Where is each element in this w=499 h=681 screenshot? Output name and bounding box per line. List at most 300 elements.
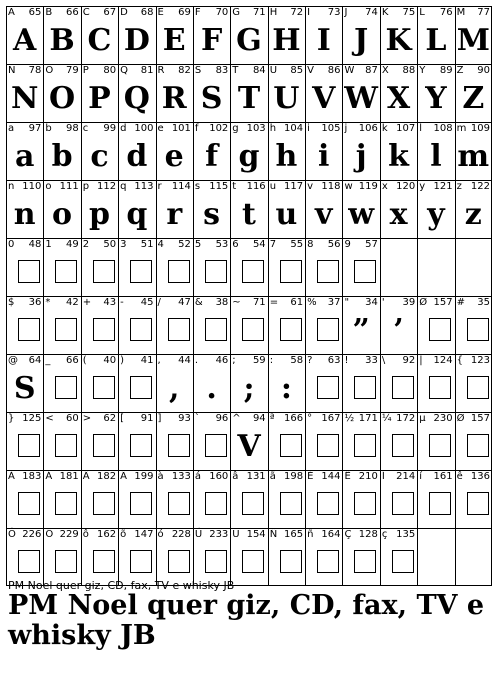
glyph-sample: q [126, 197, 148, 232]
glyph-code-label: 91 [140, 413, 154, 424]
glyph-char-label: $ [8, 297, 15, 308]
sample-text-large: PM Noel quer giz, CD, fax, TV e whisky JB [8, 590, 485, 651]
glyph-sample: u [275, 197, 298, 232]
missing-glyph-box [130, 434, 152, 457]
glyph-cell [455, 296, 492, 354]
missing-glyph-box [467, 376, 489, 399]
glyph-sample: o [52, 197, 73, 232]
glyph-char-label: l [419, 123, 422, 134]
grid-line-vertical [6, 6, 7, 586]
glyph-sample: t [242, 197, 256, 232]
glyph-cell [43, 296, 80, 354]
glyph-sample: Z [462, 81, 485, 116]
missing-glyph-box [205, 492, 227, 515]
missing-glyph-box [317, 260, 339, 283]
glyph-code-label: 35 [477, 297, 490, 308]
glyph-cell [81, 296, 118, 354]
glyph-code-label: 230 [433, 413, 453, 424]
glyph-code-label: 160 [209, 471, 229, 482]
missing-glyph-box [55, 550, 77, 573]
missing-glyph-box [18, 434, 40, 457]
glyph-cell [6, 180, 43, 238]
glyph-cell [230, 180, 267, 238]
glyph-cell [43, 122, 80, 180]
glyph-char-label: . [194, 355, 199, 366]
glyph-code-label: 76 [439, 7, 453, 18]
missing-glyph-box [168, 434, 190, 457]
glyph-sample: l [430, 139, 442, 174]
missing-glyph-box [429, 318, 451, 341]
missing-glyph-box [392, 492, 414, 515]
glyph-char-label: ç [381, 529, 388, 540]
glyph-char-label: d [120, 123, 127, 134]
missing-glyph-box [130, 318, 152, 341]
missing-glyph-box [55, 318, 77, 341]
glyph-cell [230, 412, 267, 470]
glyph-code-label: 86 [327, 65, 341, 76]
glyph-cell [81, 180, 118, 238]
glyph-sample: , [168, 371, 180, 406]
glyph-code-label: 162 [97, 529, 117, 540]
glyph-char-label: * [45, 297, 51, 308]
glyph-code-label: 43 [103, 297, 117, 308]
glyph-cell [118, 122, 155, 180]
glyph-char-label: Ñ [269, 529, 278, 540]
glyph-cell [380, 64, 417, 122]
missing-glyph-box [93, 318, 115, 341]
glyph-char-label: Õ [45, 529, 54, 540]
glyph-cell [305, 238, 342, 296]
glyph-cell [417, 470, 454, 528]
glyph-cell [342, 354, 379, 412]
glyph-sample: M [456, 23, 490, 58]
glyph-char-label: ( [82, 355, 87, 366]
glyph-char-label: À [8, 471, 15, 482]
glyph-char-label: j [344, 123, 348, 134]
glyph-sample: i [318, 139, 330, 174]
glyph-sample: E [162, 23, 186, 58]
glyph-sample: b [51, 139, 73, 174]
missing-glyph-box [242, 492, 264, 515]
glyph-cell [43, 64, 80, 122]
glyph-code-label: 121 [433, 181, 453, 192]
glyph-char-label: Ü [232, 529, 240, 540]
glyph-cell [118, 180, 155, 238]
missing-glyph-box [55, 434, 77, 457]
glyph-cell [380, 296, 417, 354]
glyph-char-label: C [82, 7, 90, 18]
glyph-code-label: 49 [66, 239, 79, 250]
glyph-char-label: K [381, 7, 389, 18]
glyph-cell [268, 470, 305, 528]
glyph-char-label: ° [307, 413, 313, 424]
glyph-code-label: 60 [66, 413, 79, 424]
glyph-code-label: 34 [365, 297, 378, 308]
glyph-code-label: 229 [59, 529, 79, 540]
glyph-code-label: 100 [134, 123, 154, 134]
glyph-code-label: 62 [103, 413, 117, 424]
glyph-cell [193, 296, 230, 354]
glyph-cell [268, 180, 305, 238]
glyph-char-label: b [45, 123, 52, 134]
glyph-cell [268, 122, 305, 180]
glyph-char-label: f [194, 123, 199, 134]
glyph-cell [380, 528, 417, 586]
glyph-char-label: & [194, 297, 203, 308]
grid-line-vertical [455, 6, 456, 586]
glyph-cell [417, 354, 454, 412]
sample-text-small: PM Noel quer giz, CD, fax, TV e whisky JB [8, 579, 235, 592]
glyph-cell [193, 64, 230, 122]
glyph-sample: ; [243, 371, 255, 406]
glyph-char-label: ? [307, 355, 313, 366]
glyph-char-label: ô [82, 529, 89, 540]
grid-line-vertical [43, 6, 44, 586]
grid-line-horizontal [6, 238, 492, 239]
glyph-code-label: 50 [103, 239, 117, 250]
glyph-sample: s [203, 197, 221, 232]
glyph-code-label: 228 [171, 529, 191, 540]
glyph-code-label: 81 [140, 65, 154, 76]
glyph-sample: H [272, 23, 301, 58]
glyph-code-label: 106 [358, 123, 378, 134]
missing-glyph-box [242, 260, 264, 283]
glyph-code-label: 124 [433, 355, 453, 366]
glyph-char-label: G [232, 7, 241, 18]
glyph-cell [6, 64, 43, 122]
glyph-cell [455, 470, 492, 528]
glyph-cell [268, 528, 305, 586]
glyph-char-label: ' [381, 297, 385, 308]
glyph-cell [342, 412, 379, 470]
glyph-cell [193, 354, 230, 412]
missing-glyph-box [18, 260, 40, 283]
glyph-cell [193, 238, 230, 296]
glyph-code-label: 75 [402, 7, 416, 18]
glyph-cell [380, 412, 417, 470]
glyph-char-label: Â [82, 471, 90, 482]
glyph-cell [305, 412, 342, 470]
glyph-char-label: 3 [120, 239, 127, 250]
glyph-cell [156, 180, 193, 238]
grid-line-horizontal [6, 180, 492, 181]
glyph-cell [6, 296, 43, 354]
glyph-char-label: É [307, 471, 314, 482]
glyph-code-label: 97 [28, 123, 42, 134]
glyph-char-label: i [307, 123, 310, 134]
missing-glyph-box [55, 376, 77, 399]
glyph-cell [118, 412, 155, 470]
glyph-char-label: c [82, 123, 89, 134]
glyph-sample: h [275, 139, 298, 174]
missing-glyph-box [93, 260, 115, 283]
glyph-cell [156, 412, 193, 470]
glyph-code-label: 131 [246, 471, 266, 482]
glyph-cell [305, 470, 342, 528]
glyph-cell [342, 296, 379, 354]
glyph-sample: j [355, 139, 367, 174]
grid-line-vertical [380, 6, 381, 586]
missing-glyph-box [55, 260, 77, 283]
glyph-cell [268, 64, 305, 122]
glyph-code-label: 61 [290, 297, 304, 308]
glyph-code-label: 198 [283, 471, 304, 482]
glyph-cell [230, 354, 267, 412]
missing-glyph-box [429, 492, 451, 515]
glyph-code-label: 119 [358, 181, 378, 192]
glyph-char-label: : [269, 355, 274, 366]
glyph-char-label: T [232, 65, 239, 76]
glyph-code-label: 53 [215, 239, 229, 250]
missing-glyph-box [354, 260, 376, 283]
glyph-sample: L [425, 23, 447, 58]
glyph-char-label: A [8, 7, 15, 18]
glyph-cell [455, 354, 492, 412]
glyph-char-label: a [8, 123, 15, 134]
glyph-code-label: 63 [327, 355, 341, 366]
glyph-code-label: 87 [365, 65, 378, 76]
missing-glyph-box [93, 550, 115, 573]
glyph-char-label: V [307, 65, 314, 76]
glyph-code-label: 93 [178, 413, 191, 424]
glyph-cell [305, 180, 342, 238]
glyph-code-label: 84 [252, 65, 266, 76]
glyph-char-label: Ô [8, 529, 16, 540]
glyph-sample: T [237, 81, 261, 116]
glyph-char-label: g [232, 123, 239, 134]
glyph-sample: D [123, 23, 150, 58]
glyph-code-label: 79 [66, 65, 79, 76]
missing-glyph-box [205, 550, 227, 573]
glyph-code-label: 101 [171, 123, 191, 134]
glyph-cell [43, 412, 80, 470]
glyph-char-label: Ê [344, 471, 351, 482]
glyph-code-label: 68 [140, 7, 154, 18]
glyph-code-label: 66 [66, 7, 79, 18]
glyph-cell [230, 64, 267, 122]
glyph-cell [43, 6, 80, 64]
glyph-cell [118, 528, 155, 586]
glyph-code-label: 41 [140, 355, 154, 366]
glyph-char-label: s [194, 181, 201, 192]
glyph-char-label: Ç [344, 529, 352, 540]
glyph-code-label: 59 [252, 355, 266, 366]
glyph-char-label: J [344, 7, 348, 18]
glyph-cell [380, 6, 417, 64]
glyph-cell [380, 470, 417, 528]
glyph-cell [156, 64, 193, 122]
glyph-code-label: 88 [402, 65, 416, 76]
glyph-sample: S [13, 371, 36, 406]
glyph-code-label: 113 [134, 181, 154, 192]
glyph-code-label: 112 [97, 181, 117, 192]
glyph-cell [81, 122, 118, 180]
grid-line-horizontal [6, 64, 492, 65]
grid-line-vertical [81, 6, 82, 586]
glyph-cell [305, 354, 342, 412]
glyph-code-label: 115 [209, 181, 229, 192]
glyph-cell [380, 354, 417, 412]
glyph-code-label: 147 [134, 529, 154, 540]
glyph-code-label: 33 [365, 355, 378, 366]
glyph-char-label: E [157, 7, 164, 18]
glyph-char-label: z [456, 181, 462, 192]
glyph-code-label: 210 [358, 471, 378, 482]
glyph-sample: W [344, 81, 378, 116]
glyph-char-label: / [157, 297, 161, 308]
glyph-code-label: 172 [396, 413, 416, 424]
missing-glyph-box [354, 492, 376, 515]
glyph-char-label: â [232, 471, 239, 482]
glyph-cell [81, 354, 118, 412]
glyph-code-label: 94 [252, 413, 266, 424]
glyph-char-label: < [45, 413, 54, 424]
glyph-code-label: 67 [103, 7, 117, 18]
glyph-code-label: 90 [477, 65, 490, 76]
glyph-char-label: x [381, 181, 388, 192]
grid-line-vertical [193, 6, 194, 586]
glyph-code-label: 110 [22, 181, 42, 192]
character-map-grid [6, 6, 492, 586]
glyph-char-label: ª [269, 413, 275, 424]
glyph-code-label: 74 [365, 7, 378, 18]
glyph-code-label: 51 [140, 239, 154, 250]
missing-glyph-box [280, 550, 302, 573]
glyph-code-label: 183 [22, 471, 42, 482]
glyph-sample: ” [352, 313, 370, 348]
glyph-char-label: t [232, 181, 237, 192]
glyph-sample: F [200, 23, 223, 58]
glyph-code-label: 166 [283, 413, 304, 424]
glyph-cell [305, 122, 342, 180]
missing-glyph-box [205, 318, 227, 341]
glyph-cell [342, 238, 379, 296]
grid-line-vertical [305, 6, 306, 586]
glyph-cell [6, 238, 43, 296]
glyph-cell [417, 64, 454, 122]
missing-glyph-box [130, 376, 152, 399]
grid-line-horizontal [6, 296, 492, 297]
glyph-char-label: W [344, 65, 355, 76]
missing-glyph-box [317, 434, 339, 457]
glyph-code-label: 182 [97, 471, 117, 482]
missing-glyph-box [429, 376, 451, 399]
glyph-sample: d [126, 139, 148, 174]
glyph-char-label: w [344, 181, 353, 192]
glyph-char-label: 5 [194, 239, 202, 250]
glyph-cell [230, 470, 267, 528]
glyph-code-label: 233 [209, 529, 229, 540]
glyph-cell [230, 296, 267, 354]
glyph-char-label: , [157, 355, 161, 366]
glyph-code-label: 103 [246, 123, 266, 134]
glyph-cell [417, 180, 454, 238]
grid-line-vertical [417, 6, 418, 586]
glyph-code-label: 55 [290, 239, 304, 250]
glyph-sample: N [10, 81, 39, 116]
glyph-sample: B [49, 23, 75, 58]
glyph-char-label: 9 [344, 239, 351, 250]
glyph-char-label: µ [419, 413, 426, 424]
glyph-char-label: O [45, 65, 54, 76]
glyph-cell [342, 122, 379, 180]
glyph-cell [43, 180, 80, 238]
glyph-cell [156, 122, 193, 180]
glyph-char-label: @ [8, 355, 18, 366]
glyph-char-label: # [456, 297, 465, 308]
glyph-code-label: 144 [321, 471, 341, 482]
missing-glyph-box [168, 318, 190, 341]
missing-glyph-box [392, 376, 414, 399]
missing-glyph-box [242, 318, 264, 341]
glyph-char-label: U [269, 65, 278, 76]
glyph-code-label: 226 [22, 529, 42, 540]
glyph-char-label: ^ [232, 413, 241, 424]
glyph-char-label: h [269, 123, 277, 134]
glyph-char-label: [ [120, 413, 125, 424]
missing-glyph-box [354, 434, 376, 457]
glyph-code-label: 48 [28, 239, 42, 250]
glyph-cell [342, 6, 379, 64]
missing-glyph-box [168, 550, 190, 573]
glyph-char-label: Ø [456, 413, 465, 424]
glyph-sample: O [48, 81, 76, 116]
glyph-char-label: | [419, 355, 423, 366]
glyph-char-label: N [8, 65, 16, 76]
glyph-code-label: 128 [358, 529, 378, 540]
glyph-sample: g [238, 139, 260, 174]
glyph-char-label: ê [456, 471, 463, 482]
glyph-char-label: v [307, 181, 313, 192]
glyph-code-label: 122 [470, 181, 490, 192]
glyph-sample: v [315, 197, 333, 232]
glyph-char-label: 2 [82, 239, 90, 250]
glyph-code-label: 157 [470, 413, 490, 424]
glyph-code-label: 45 [140, 297, 154, 308]
glyph-code-label: 80 [103, 65, 117, 76]
glyph-char-label: 8 [307, 239, 314, 250]
glyph-char-label: Ú [194, 529, 203, 540]
glyph-cell [342, 470, 379, 528]
glyph-sample: . [206, 371, 217, 406]
glyph-cell [455, 528, 492, 586]
missing-glyph-box [168, 492, 190, 515]
glyph-char-label: 6 [232, 239, 239, 250]
glyph-code-label: 199 [134, 471, 154, 482]
glyph-code-label: 78 [28, 65, 42, 76]
glyph-sample: w [348, 197, 375, 232]
glyph-cell [6, 354, 43, 412]
glyph-char-label: ! [344, 355, 349, 366]
glyph-sample: : [280, 371, 292, 406]
glyph-code-label: 102 [209, 123, 229, 134]
glyph-cell [342, 64, 379, 122]
glyph-cell [118, 354, 155, 412]
missing-glyph-box [93, 492, 115, 515]
glyph-sample: K [385, 23, 412, 58]
glyph-sample: J [354, 23, 369, 58]
glyph-cell [305, 296, 342, 354]
glyph-cell [268, 354, 305, 412]
glyph-char-label: u [269, 181, 277, 192]
glyph-sample: k [388, 139, 409, 174]
glyph-char-label: r [157, 181, 162, 192]
glyph-cell [380, 180, 417, 238]
glyph-code-label: 109 [470, 123, 490, 134]
glyph-code-label: 72 [290, 7, 304, 18]
glyph-cell [380, 238, 417, 296]
glyph-code-label: 70 [215, 7, 229, 18]
